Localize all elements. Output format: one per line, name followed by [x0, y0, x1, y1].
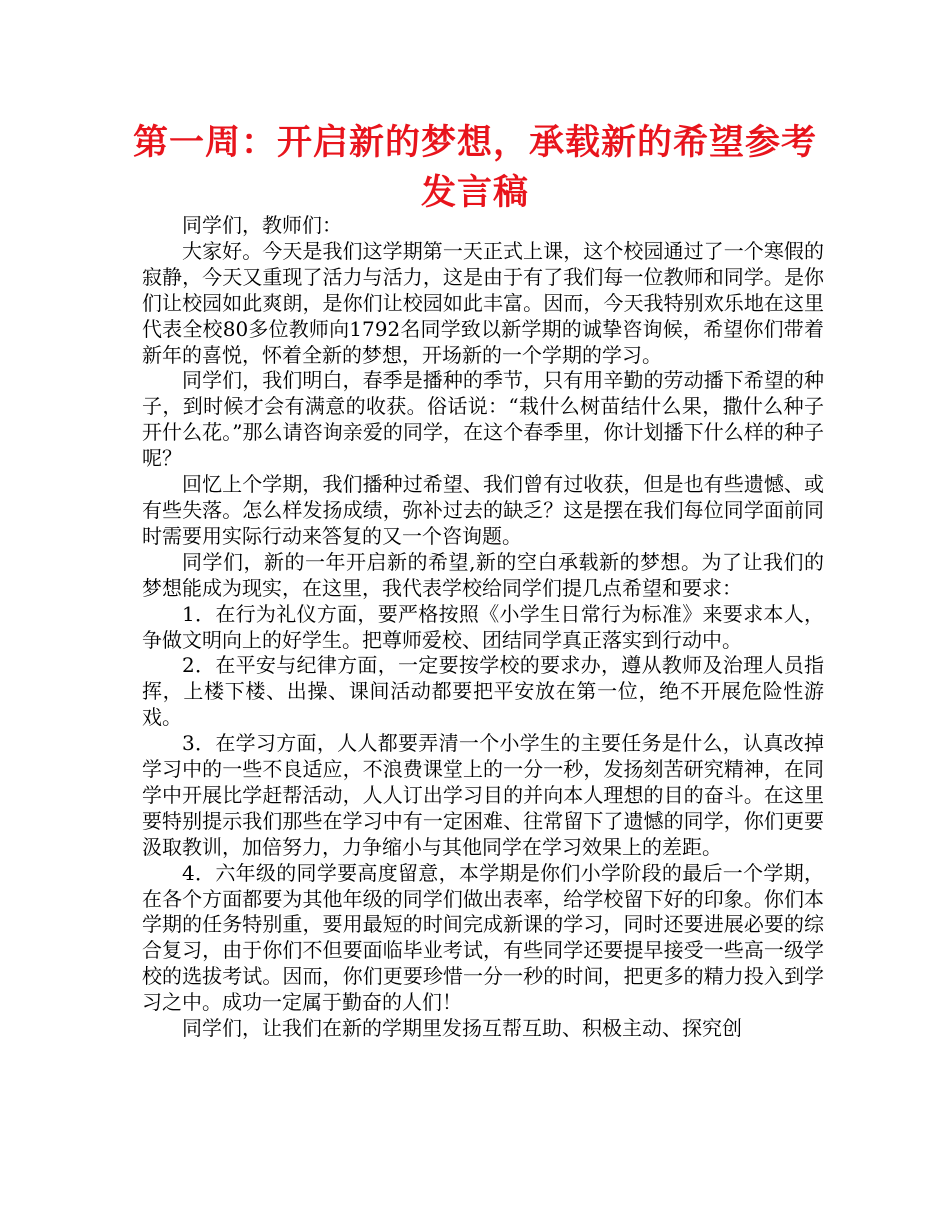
paragraph: 同学们，我们明白，春季是播种的季节，只有用辛勤的劳动播下希望的种子，到时候才会有满意的收获。俗话说：“栽什么树苗结什么果，撒什么种子开什么花。”那么请咨询亲爱的同学，在这个春季里，你计划播下什么样的种子呢？ [142, 368, 824, 471]
paragraph: 同学们，新的一年开启新的希望,新的空白承载新的梦想。为了让我们的梦想能成为现实，在这里，我代表学校给同学们提几点希望和要求： [142, 549, 824, 600]
paragraph-item-2: 2．在平安与纪律方面，一定要按学校的要求办，遵从教师及治理人员指挥，上楼下楼、出操、课间活动都要把平安放在第一位，绝不开展危险性游戏。 [142, 653, 824, 730]
paragraph: 回忆上个学期，我们播种过希望、我们曾有过收获，但是也有些遗憾、或有些失落。怎么样发扬成绩，弥补过去的缺乏？这是摆在我们每位同学面前同时需要用实际行动来答复的又一个咨询题。 [142, 472, 824, 548]
paragraph: 大家好。今天是我们这学期第一天正式上课，这个校园通过了一个寒假的寂静，今天又重现了活力与活力，这是由于有了我们每一位教师和同学。是你们让校园如此爽朗，是你们让校园如此丰富。因而，今天我特别欢乐地在这里代表全校80多位教师向1792名同学致以新学期的诚挚咨询候，希望你们带着新年的喜悦，怀着全新的梦想，开场新的一个学期的学习。 [142, 238, 824, 367]
paragraph-item-3: 3．在学习方面，人人都要弄清一个小学生的主要任务是什么，认真改掉学习中的一些不良适应，不浪费课堂上的一分一秒，发扬刻苦研究精神，在同学中开展比学赶帮活动，人人订出学习目的并向本人理想的目的奋斗。在这里要特别提示我们那些在学习中有一定困难、往常留下了遗憾的同学，你们更要汲取教训，加倍努力，力争缩小与其他同学在学习效果上的差距。 [142, 731, 824, 859]
document-body [142, 213, 824, 1042]
paragraph: 同学们，让我们在新的学期里发扬互帮互助、积极主动、探究创 [182, 1016, 742, 1041]
document-title: 第一周：开启新的梦想，承载新的希望参考发言稿 [132, 123, 817, 213]
paragraph-item-4: 4．六年级的同学要高度留意，本学期是你们小学阶段的最后一个学期，在各个方面都要为其他年级的同学们做出表率，给学校留下好的印象。你们本学期的任务特别重，要用最短的时间完成新课的学习，同时还要进展必要的综合复习，由于你们不但要面临毕业考试，有些同学还要提早接受一些高一级学校的选拔考试。因而，你们更要珍惜一分一秒的时间，把更多的精力投入到学习之中。成功一定属于勤奋的人们！ [142, 860, 824, 1015]
paragraph-greeting: 同学们，教师们： [182, 213, 342, 237]
paragraph-item-1: 1．在行为礼仪方面，要严格按照《小学生日常行为标准》来要求本人，争做文明向上的好学生。把尊师爱校、团结同学真正落实到行动中。 [142, 601, 824, 652]
